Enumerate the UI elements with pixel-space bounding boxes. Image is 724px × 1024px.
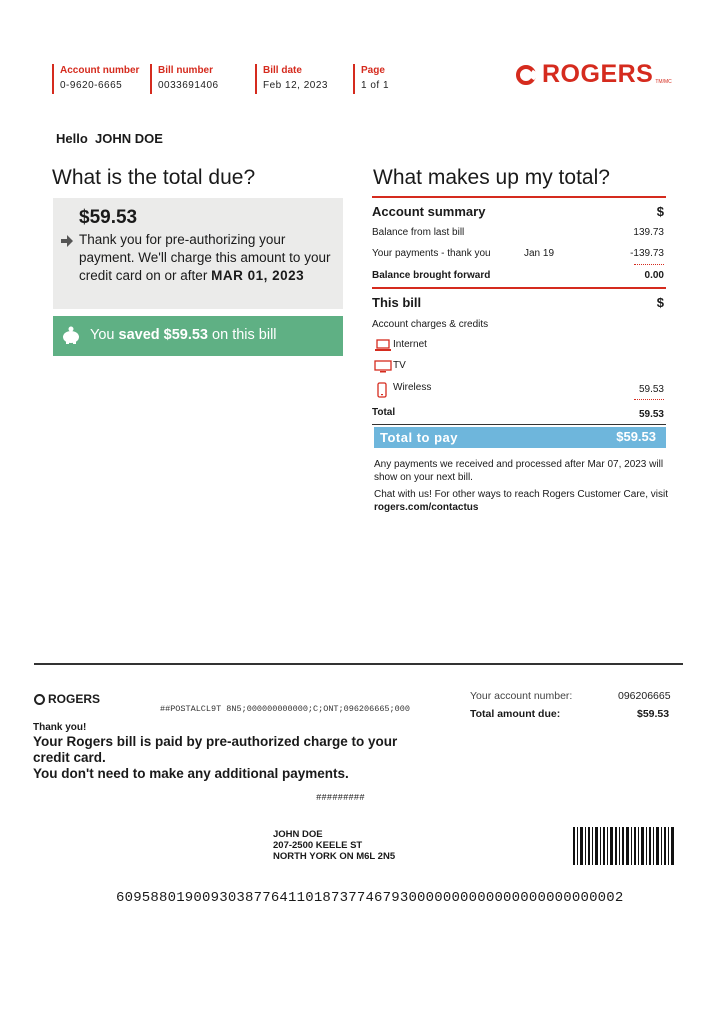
bill-date-value: Feb 12, 2023 xyxy=(263,80,328,91)
stub-logo xyxy=(34,692,100,706)
this-bill-header xyxy=(372,295,666,310)
postal-code-line: ##POSTALCL9T 8N5;000000000000;C;ONT;096206665;000 xyxy=(160,704,410,714)
stub-brand: ROGERS xyxy=(48,692,101,706)
stub-account-label: Your account number: xyxy=(470,690,573,702)
scan-line: 60958801900930387764110187377467930000000000000000000000002 xyxy=(116,890,624,906)
this-bill-currency: $ xyxy=(656,295,664,310)
stub-account-value: 096206665 xyxy=(618,690,671,702)
stub-amount-value: $59.53 xyxy=(637,708,670,720)
stub-thank-you: Thank you! xyxy=(33,722,87,733)
contact-link[interactable]: rogers.com/contactus xyxy=(374,502,479,513)
forward-amount: 0.00 xyxy=(644,270,664,281)
preauth-message xyxy=(79,231,341,285)
internet-label: Internet xyxy=(393,339,427,350)
address-city: NORTH YORK ON M6L 2N5 xyxy=(273,851,396,862)
wireless-dotted-rule xyxy=(634,399,664,400)
preauth-message-text: Thank you for pre-authorizing your payment. We'll charge this amount to your credit card on or after xyxy=(79,232,331,283)
arrow-right-icon xyxy=(60,234,74,248)
mobile-phone-icon xyxy=(377,382,387,398)
contact-note xyxy=(374,488,668,514)
total-due-amount: $59.53 xyxy=(79,207,138,228)
total-due-box xyxy=(53,198,343,309)
account-number-value: 0-9620-6665 xyxy=(60,80,123,91)
laptop-icon xyxy=(374,339,392,352)
rogers-wordmark: ROGERS xyxy=(542,60,654,88)
account-summary-currency: $ xyxy=(656,204,664,219)
stub-hashes: ######### xyxy=(316,793,365,803)
page-value: 1 of 1 xyxy=(361,80,390,91)
last-bill-amount: 139.73 xyxy=(633,227,664,238)
total-to-pay-bar xyxy=(374,427,666,448)
bill-number-value: 0033691406 xyxy=(158,80,219,91)
bill-number-block xyxy=(150,64,219,94)
address-street: 207-2500 KEELE ST xyxy=(273,840,363,851)
makeup-heading: What makes up my total? xyxy=(373,166,610,189)
charges-label: Account charges & credits xyxy=(372,319,489,330)
piggy-bank-icon xyxy=(61,326,81,344)
wireless-amount: 59.53 xyxy=(638,384,664,395)
page-label: Page xyxy=(361,65,385,76)
payments-date: Jan 19 xyxy=(524,248,555,259)
savings-banner xyxy=(53,316,343,356)
bill-number-label: Bill number xyxy=(158,65,214,76)
stub-message xyxy=(33,734,433,782)
total-amount: 59.53 xyxy=(638,409,664,420)
address-name: JOHN DOE xyxy=(273,829,323,840)
mailing-address xyxy=(273,829,395,862)
total-to-pay-amount: $59.53 xyxy=(616,429,656,444)
total-to-pay-label: Total to pay xyxy=(380,430,458,445)
account-summary-title: Account summary xyxy=(372,204,486,219)
customer-name: JOHN DOE xyxy=(95,131,163,146)
forward-label: Balance brought forward xyxy=(372,270,491,281)
stub-logo-icon xyxy=(34,694,45,705)
tv-icon xyxy=(374,360,392,373)
total-rule xyxy=(372,424,666,425)
account-number-block xyxy=(52,64,139,94)
total-due-heading: What is the total due? xyxy=(52,166,256,189)
charge-date: MAR 01, 2023 xyxy=(211,268,305,283)
savings-prefix: You xyxy=(90,327,115,343)
contact-note-text: Chat with us! For other ways to reach Rogers Customer Care, visit xyxy=(374,489,668,500)
bill-date-label: Bill date xyxy=(263,65,302,76)
stub-message-line1: Your Rogers bill is paid by pre-authorized charge to your credit card. xyxy=(33,734,398,765)
stub-amount-label: Total amount due: xyxy=(470,708,561,720)
barcode xyxy=(573,827,675,865)
tv-label: TV xyxy=(393,360,406,371)
this-bill-title: This bill xyxy=(372,295,422,310)
payments-amount: -139.73 xyxy=(630,248,664,259)
greeting xyxy=(56,131,163,146)
wireless-label: Wireless xyxy=(393,382,432,393)
bill-date-block xyxy=(255,64,328,94)
total-row xyxy=(372,407,666,418)
greeting-hello: Hello xyxy=(56,131,88,146)
total-label: Total xyxy=(372,407,396,418)
rogers-trademark: TM/MC xyxy=(655,78,672,85)
account-number-label: Account number xyxy=(60,65,140,76)
savings-suffix: on this bill xyxy=(212,327,277,343)
stub-message-line2: You don't need to make any additional payments. xyxy=(33,766,349,781)
remittance-cut-line xyxy=(34,663,683,665)
payment-note: Any payments we received and processed after Mar 07, 2023 will show on your next bill. xyxy=(374,459,664,483)
payments-label: Your payments - thank you xyxy=(372,248,491,259)
last-bill-label: Balance from last bill xyxy=(372,227,465,238)
savings-amount: saved $59.53 xyxy=(118,327,208,343)
savings-text xyxy=(90,327,277,343)
